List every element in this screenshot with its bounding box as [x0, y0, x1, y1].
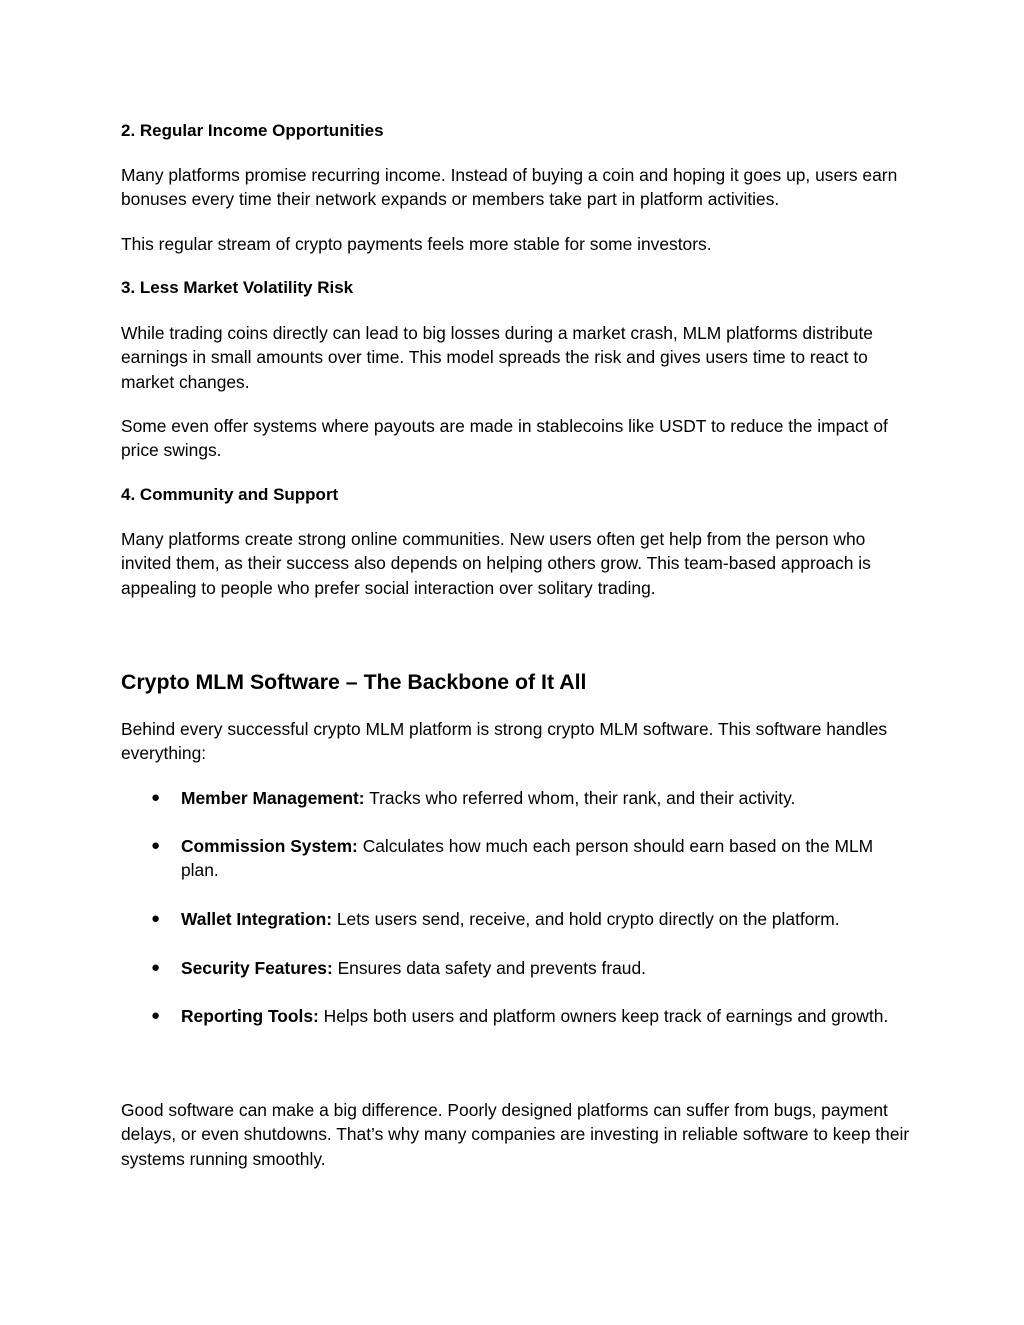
list-item-term: Security Features: — [181, 958, 333, 978]
list-item-term: Commission System: — [181, 836, 358, 856]
list-item-member-management — [151, 786, 911, 810]
list-item-desc: Tracks who referred whom, their rank, and their activity. — [364, 788, 796, 808]
list-item-desc: Ensures data safety and prevents fraud. — [332, 958, 646, 978]
bullet-icon: ● — [151, 910, 161, 927]
list-item-desc: Lets users send, receive, and hold crypto directly on the platform. — [332, 909, 840, 929]
list-item-security-features — [151, 956, 911, 980]
list-item-term: Reporting Tools: — [181, 1006, 319, 1026]
list-item-desc: Helps both users and platform owners keep track of earnings and growth. — [318, 1006, 889, 1026]
heading-community: 4. Community and Support — [121, 485, 339, 504]
paragraph-software-intro: Behind every successful crypto MLM platform is strong crypto MLM software. This software handles everything: — [121, 719, 888, 764]
paragraph-community-1: Many platforms create strong online communities. New users often get help from the person who invited them, as their success also depends on helping others grow. This team-based approach is appealing to people who prefer social interaction over solitary trading. — [121, 529, 871, 598]
list-item-term: Wallet Integration: — [181, 909, 333, 929]
list-item-desc: Calculates how much each person should earn based on the MLM plan. — [181, 836, 874, 881]
bullet-icon: ● — [151, 1007, 161, 1024]
paragraph-less-volatility-1: While trading coins directly can lead to big losses during a market crash, MLM platforms distribute earnings in small amounts over time. This model spreads the risk and gives users time to react to market changes. — [121, 323, 873, 392]
bullet-icon: ● — [151, 837, 161, 854]
paragraph-regular-income-1: Many platforms promise recurring income. Instead of buying a coin and hoping it goes up, users earn bonuses every time their network expands or members take part in platform activities. — [121, 165, 898, 210]
bullet-icon: ● — [151, 959, 161, 976]
bullet-icon: ● — [151, 789, 161, 806]
heading-less-volatility: 3. Less Market Volatility Risk — [121, 278, 354, 297]
list-item-term: Member Management: — [181, 788, 365, 808]
list-item-commission-system — [151, 834, 911, 883]
list-item-reporting-tools — [151, 1004, 911, 1028]
heading-regular-income: 2. Regular Income Opportunities — [121, 121, 384, 140]
paragraph-software-closing: Good software can make a big difference. Poorly designed platforms can suffer from bugs, payment delays, or even shutdowns. That’s why many companies are investing in reliable software to keep their systems running smoothly. — [121, 1100, 910, 1169]
heading-software: Crypto MLM Software – The Backbone of It All — [121, 670, 587, 694]
paragraph-less-volatility-2: Some even offer systems where payouts are made in stablecoins like USDT to reduce the impact of price swings. — [121, 416, 888, 461]
paragraph-regular-income-2: This regular stream of crypto payments feels more stable for some investors. — [121, 234, 712, 254]
list-item-wallet-integration — [151, 907, 911, 931]
